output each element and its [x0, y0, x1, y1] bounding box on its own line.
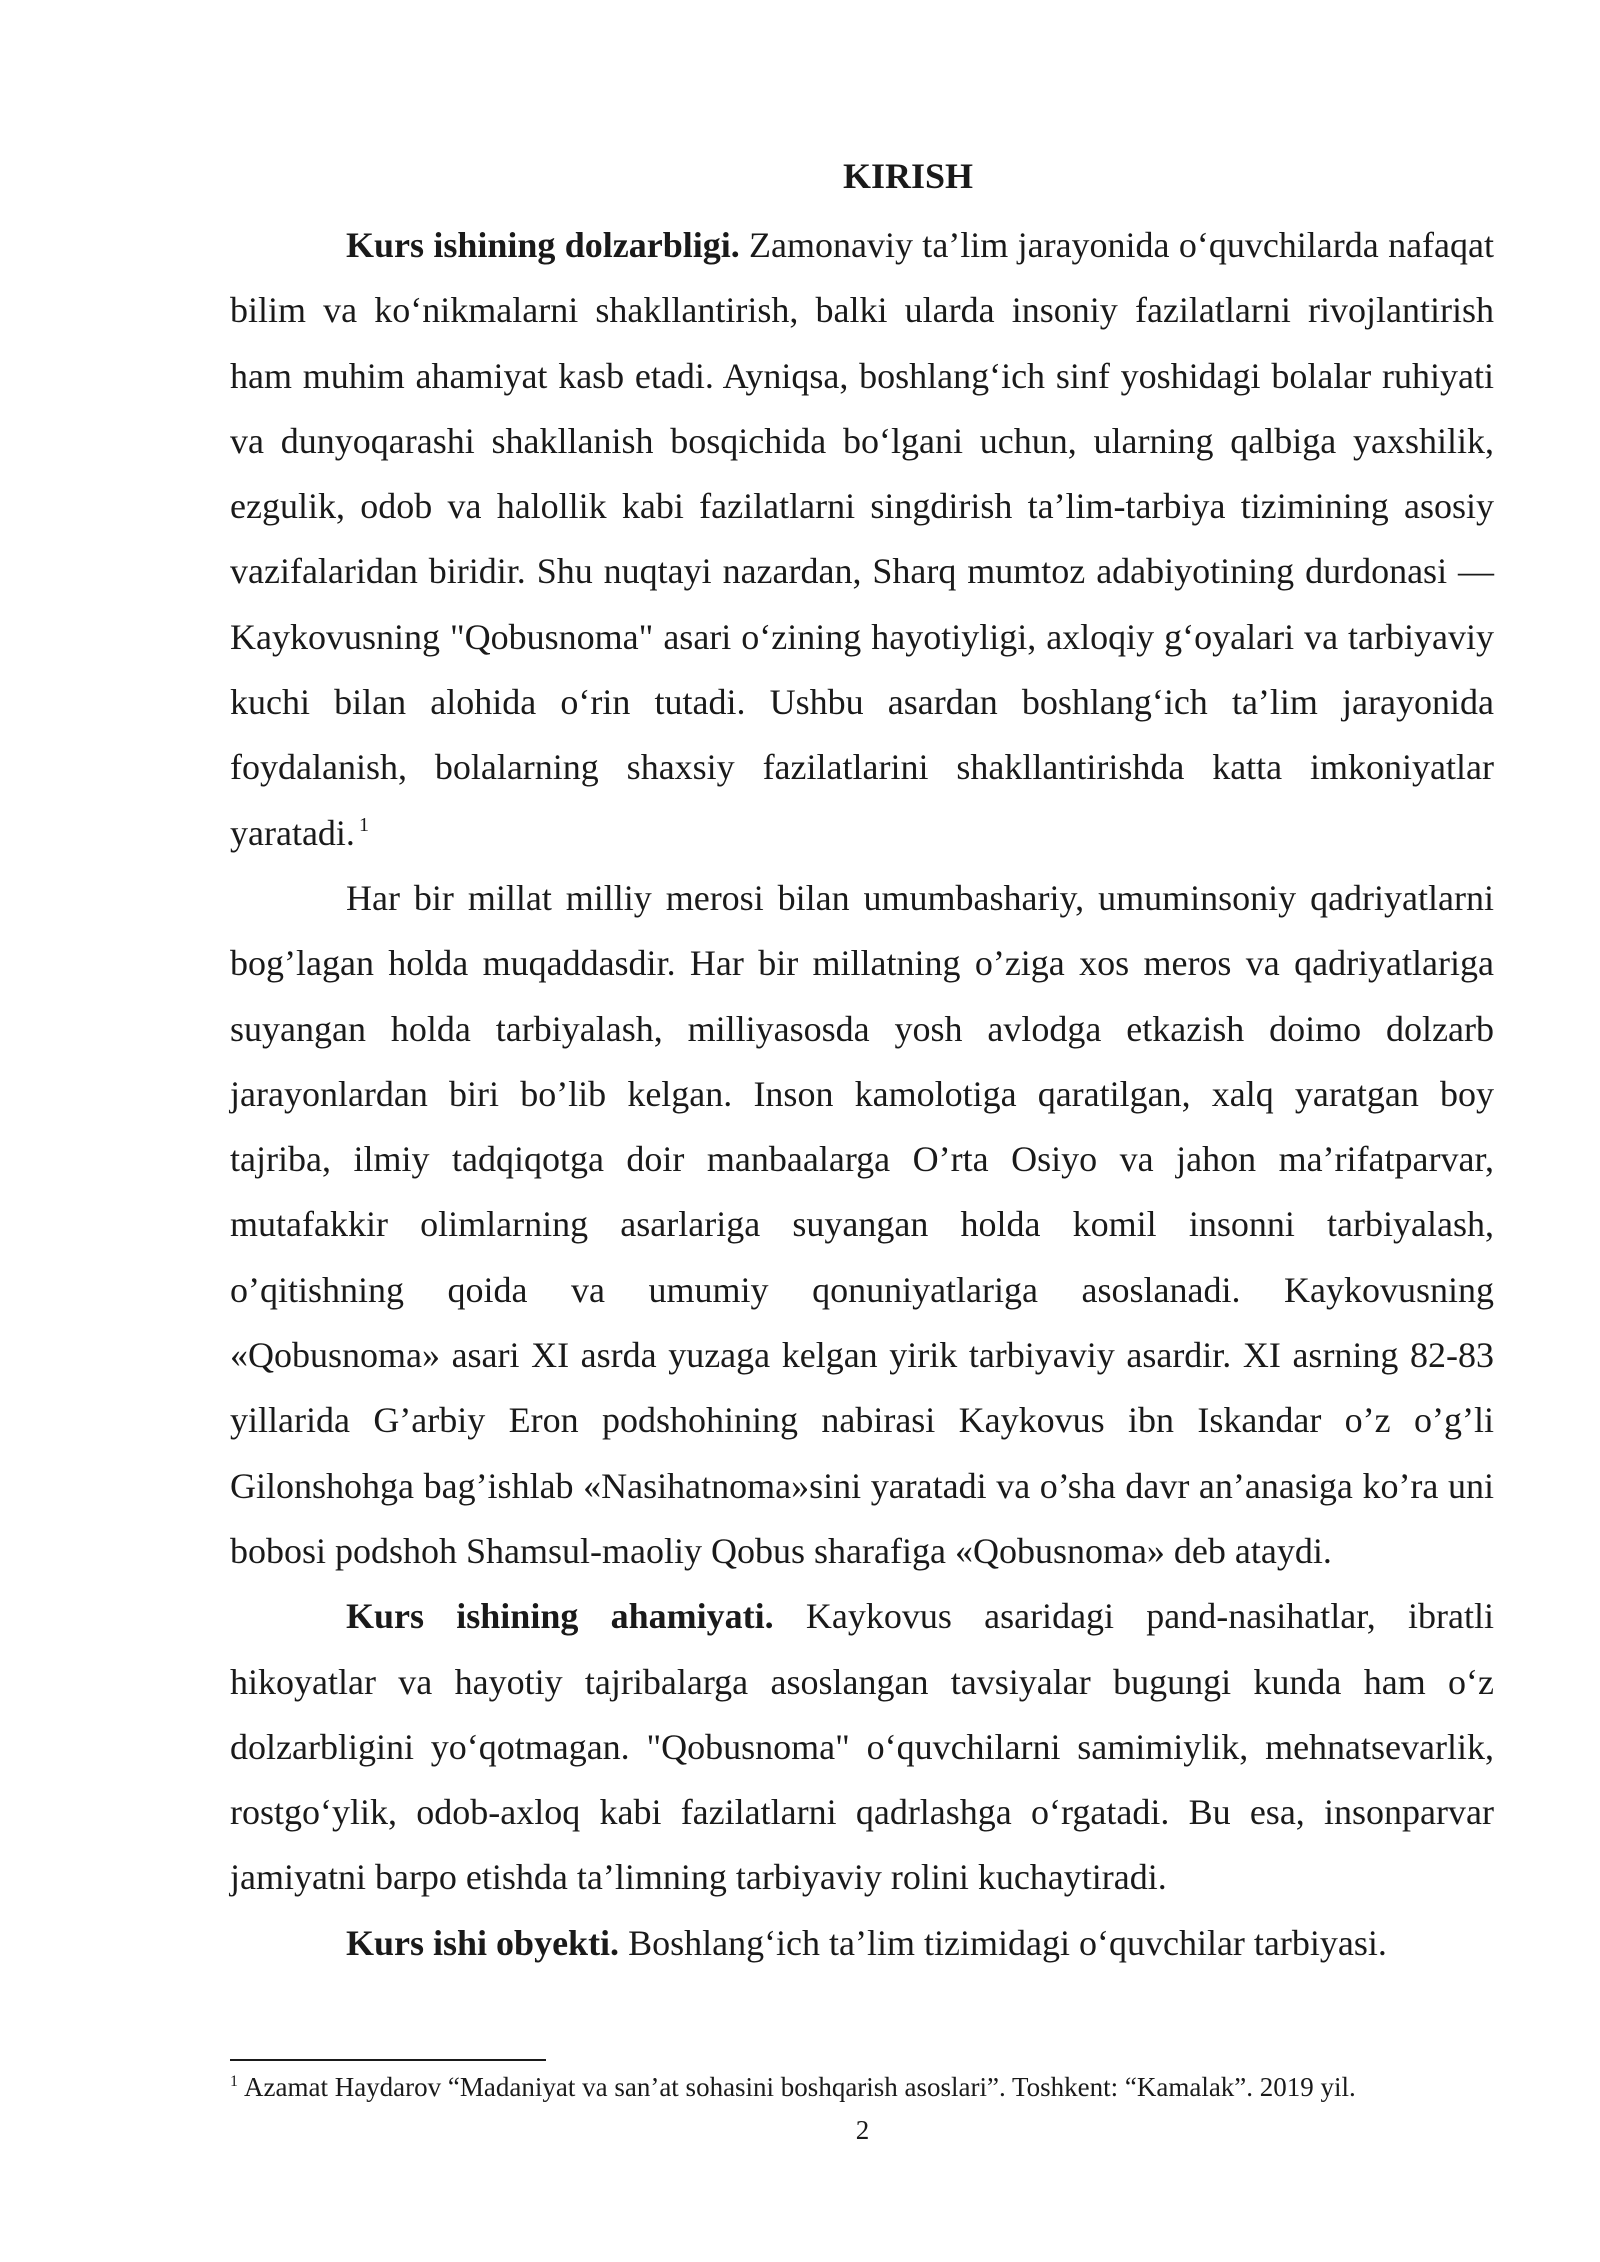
paragraph-object: [230, 1911, 1494, 1976]
paragraph-significance: [230, 1584, 1494, 1910]
paragraph-text: Kaykovus asaridagi pand-nasihatlar, ibratli hikoyatlar va hayotiy tajribalarga asoslangan tavsiyalar bugungi kunda ham o‘z dolzarbligini yo‘qotmagan. "Qobusnoma" o‘quvchilarni samimiylik, mehnatsevarlik, rostgo‘ylik, odob-axloq kabi fazilatlarni qadrlashga o‘rgatadi. Bu esa, insonparvar jamiyatni barpo etishda ta’limning tarbiyaviy rolini kuchaytiradi.: [230, 1596, 1494, 1898]
section-heading: KIRISH: [842, 156, 974, 196]
paragraph-text: Har bir millat milliy merosi bilan umumbashariy, umuminsoniy qadriyatlarni bog’lagan holda muqaddasdir. Har bir millatning o’ziga xos meros va qadriyatlariga suyangan holda tarbiyalash, milliyasosda yosh avlodga etkazish doimo dolzarb jarayonlardan biri bo’lib kelgan. Inson kamolotiga qaratilgan, xalq yaratgan boy tajriba, ilmiy tadqiqotga doir manbaalarga O’rta Osiyo va jahon ma’rifatparvar, mutafakkir olimlarning asarlariga suyangan holda komil insonni tarbiyalash, o’qitishning qoida va umumiy qonuniyatlariga asoslanadi. Kaykovusning «Qobusnoma» asari XI asrda yuzaga kelgan yirik tarbiyaviy asardir. XI asrning 82-83 yillarida G’arbiy Eron podshohining nabirasi Kaykovus ibn Iskandar o’z o’g’li Gilonshohga bag’ishlab «Nasihatnoma»sini yaratadi va o’sha davr an’anasiga ko’ra uni bobosi podshoh Shamsul-maoliy Qobus sharafiga «Qobusnoma» deb ataydi.: [230, 877, 1494, 1571]
footnote-text: Azamat Haydarov “Madaniyat va san’at sohasini boshqarish asoslari”. Toshkent: “Kamalak”. 2019 yil.: [244, 2072, 1356, 2102]
footnote-separator: [230, 2059, 546, 2061]
paragraph-lead: Kurs ishi obyekti.: [346, 1922, 620, 1963]
paragraph-text: Zamonaviy ta’lim jarayonida o‘quvchilarda nafaqat bilim va ko‘nikmalarni shakllantirish, balki ularda insoniy fazilatlarni rivojlantirish ham muhim ahamiyat kasb etadi. Ayniqsa, boshlang‘ich sinf yoshidagi bolalar ruhiyati va dunyoqarashi shakllanish bosqichida bo‘lgani uchun, ularning qalbiga yaxshilik, ezgulik, odob va halollik kabi fazilatlarni singdirish ta’lim-tarbiya tizimining asosiy vazifalaridan biridir. Shu nuqtayi nazardan, Sharq mumtoz adabiyotining durdonasi — Kaykovusning "Qobusnoma" asari o‘zining hayotiyligi, axloqiy g‘oyalari va tarbiyaviy kuchi bilan alohida o‘rin tutadi. Ushbu asardan boshlang‘ich ta’lim jarayonida foydalanish, bolalarning shaxsiy fazilatlarini shakllantirishda katta imkoniyatlar yaratadi.: [230, 225, 1494, 853]
page-number: 2: [855, 2115, 870, 2145]
paragraph-heritage: [230, 866, 1494, 1584]
footnote-number: 1: [230, 2073, 238, 2090]
paragraph-lead: Kurs ishining ahamiyati.: [346, 1596, 774, 1637]
footnote: [230, 2069, 1494, 2105]
footnote-reference[interactable]: 1: [358, 813, 369, 836]
page-body: [230, 150, 1494, 1976]
paragraph-text: Boshlang‘ich ta’lim tizimidagi o‘quvchilar tarbiyasi.: [619, 1922, 1387, 1963]
paragraph-lead: Kurs ishining dolzarbligi.: [346, 225, 740, 265]
paragraph-relevance: [230, 213, 1494, 866]
